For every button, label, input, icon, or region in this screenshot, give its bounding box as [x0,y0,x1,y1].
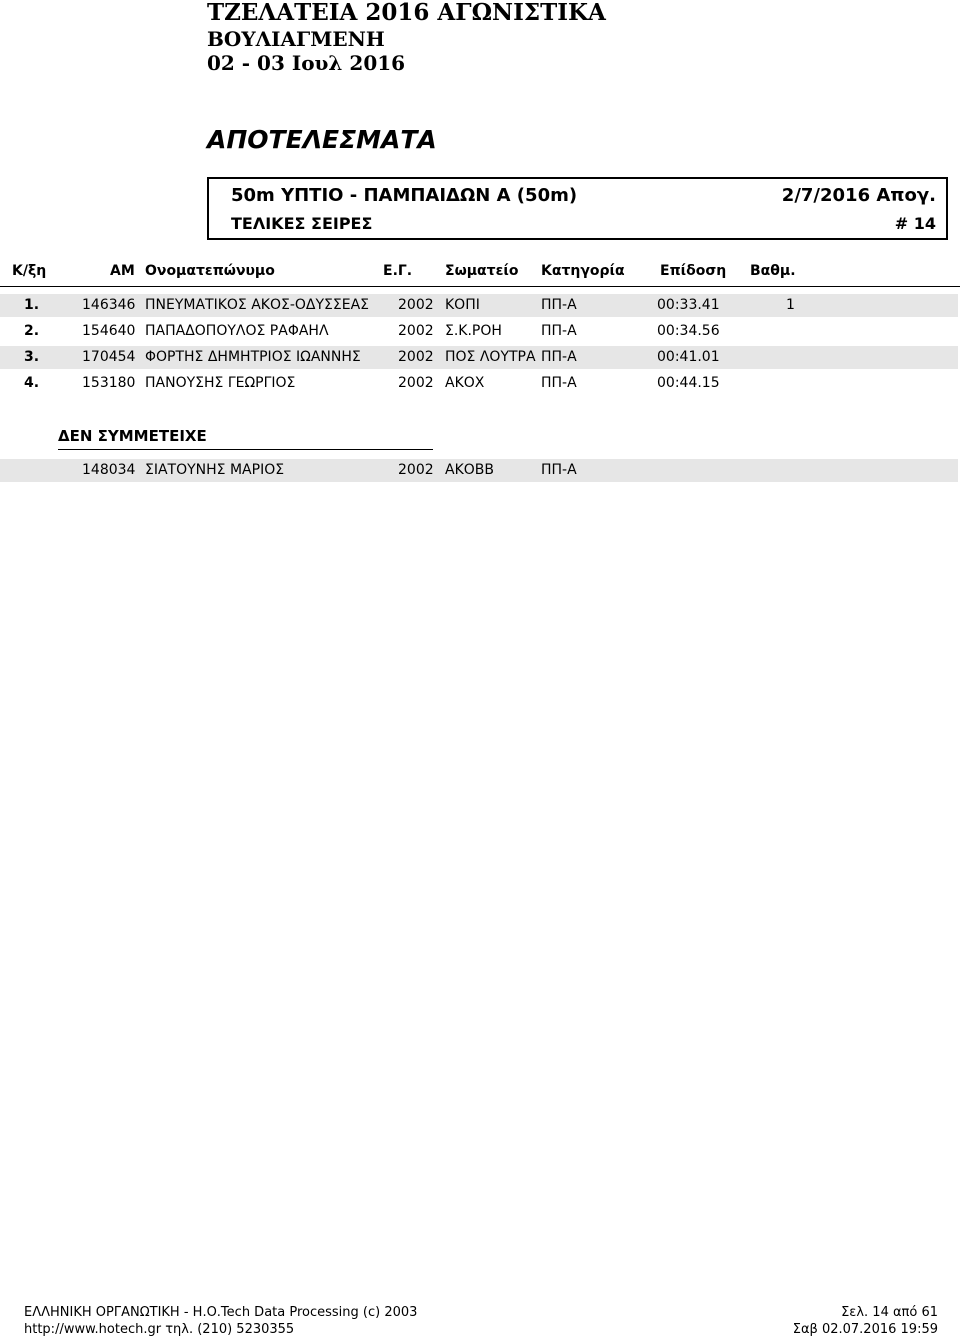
table-row [0,320,958,343]
athlete-id: 146346 [82,297,136,313]
athlete-name: ΦΟΡΤΗΣ ΔΗΜΗΤΡΙΟΣ ΙΩΑΝΝΗΣ [145,349,361,365]
category: ΠΠ-Α [541,462,577,478]
col-header-rank: Κ/ξη [12,263,47,279]
footer-company: ΕΛΛΗΝΙΚΗ ΟΡΓΑΝΩΤΙΚΗ - Η.Ο.Tech Data Processing (c) 2003 [24,1305,418,1320]
rank: 2. [24,323,40,339]
birth-year: 2002 [398,462,434,478]
athlete-name: ΠΑΠΑΔΟΠΟΥΛΟΣ ΡΑΦΑΗΛ [145,323,329,339]
category: ΠΠ-Α [541,349,577,365]
table-row [0,346,958,369]
dns-underline [58,449,433,450]
col-header-category: Κατηγορία [541,263,625,279]
dns-row [0,459,958,482]
category: ΠΠ-Α [541,297,577,313]
athlete-id: 148034 [82,462,136,478]
athlete-id: 170454 [82,349,136,365]
col-header-am: ΑΜ [110,263,135,279]
meet-title: ΤΖΕΛΑΤΕΙΑ 2016 ΑΓΩΝΙΣΤΙΚΑ [207,0,606,26]
col-header-points: Βαθμ. [750,263,796,279]
athlete-name: ΣΙΑΤΟΥΝΗΣ ΜΑΡΙΟΣ [145,462,285,478]
birth-year: 2002 [398,297,434,313]
club: ΠΟΣ ΛΟΥΤΡΑ [445,349,536,365]
club: ΑΚΟΧ [445,375,485,391]
table-row [0,372,958,395]
col-header-name: Ονοματεπώνυμο [145,263,275,279]
event-name: 50m ΥΠΤΙΟ - ΠΑΜΠΑΙΔΩΝ Α (50m) [231,185,578,206]
birth-year: 2002 [398,375,434,391]
birth-year: 2002 [398,323,434,339]
dns-title: ΔΕΝ ΣΥΜΜΕΤΕΙΧΕ [58,427,207,445]
meet-venue: ΒΟΥΛΙΑΓΜΕΝΗ [207,27,385,51]
event-round: ΤΕΛΙΚΕΣ ΣΕΙΡΕΣ [231,214,373,233]
time: 00:33.41 [657,297,720,313]
category: ΠΠ-Α [541,375,577,391]
time: 00:44.15 [657,375,720,391]
time: 00:41.01 [657,349,720,365]
birth-year: 2002 [398,349,434,365]
footer-contact: http://www.hotech.gr τηλ. (210) 5230355 [24,1322,295,1337]
club: ΚΟΠΙ [445,297,480,313]
event-number: # 14 [894,214,936,233]
col-header-yob: Ε.Γ. [383,263,413,279]
rank: 1. [24,297,40,313]
header-divider [0,286,960,287]
club: ΑΚΟΒΒ [445,462,494,478]
meet-dates: 02 - 03 Ιουλ 2016 [207,51,406,75]
points: 1 [786,297,795,313]
col-header-club: Σωματείο [445,263,519,279]
category: ΠΠ-Α [541,323,577,339]
results-title: ΑΠΟΤΕΛΕΣΜΑΤΑ [207,125,437,154]
time: 00:34.56 [657,323,720,339]
table-row [0,294,958,317]
rank: 4. [24,375,40,391]
athlete-name: ΠΑΝΟΥΣΗΣ ΓΕΩΡΓΙΟΣ [145,375,296,391]
footer-page-number: Σελ. 14 από 61 [841,1305,938,1320]
col-header-time: Επίδοση [660,263,727,279]
rank: 3. [24,349,40,365]
event-date: 2/7/2016 Απογ. [781,185,936,206]
athlete-id: 154640 [82,323,136,339]
footer-timestamp: Σαβ 02.07.2016 19:59 [792,1322,938,1337]
club: Σ.Κ.ΡΟΗ [445,323,502,339]
athlete-name: ΠΝΕΥΜΑΤΙΚΟΣ ΑΚΟΣ-ΟΔΥΣΣΕΑΣ [145,297,370,313]
event-box [207,177,948,240]
athlete-id: 153180 [82,375,136,391]
